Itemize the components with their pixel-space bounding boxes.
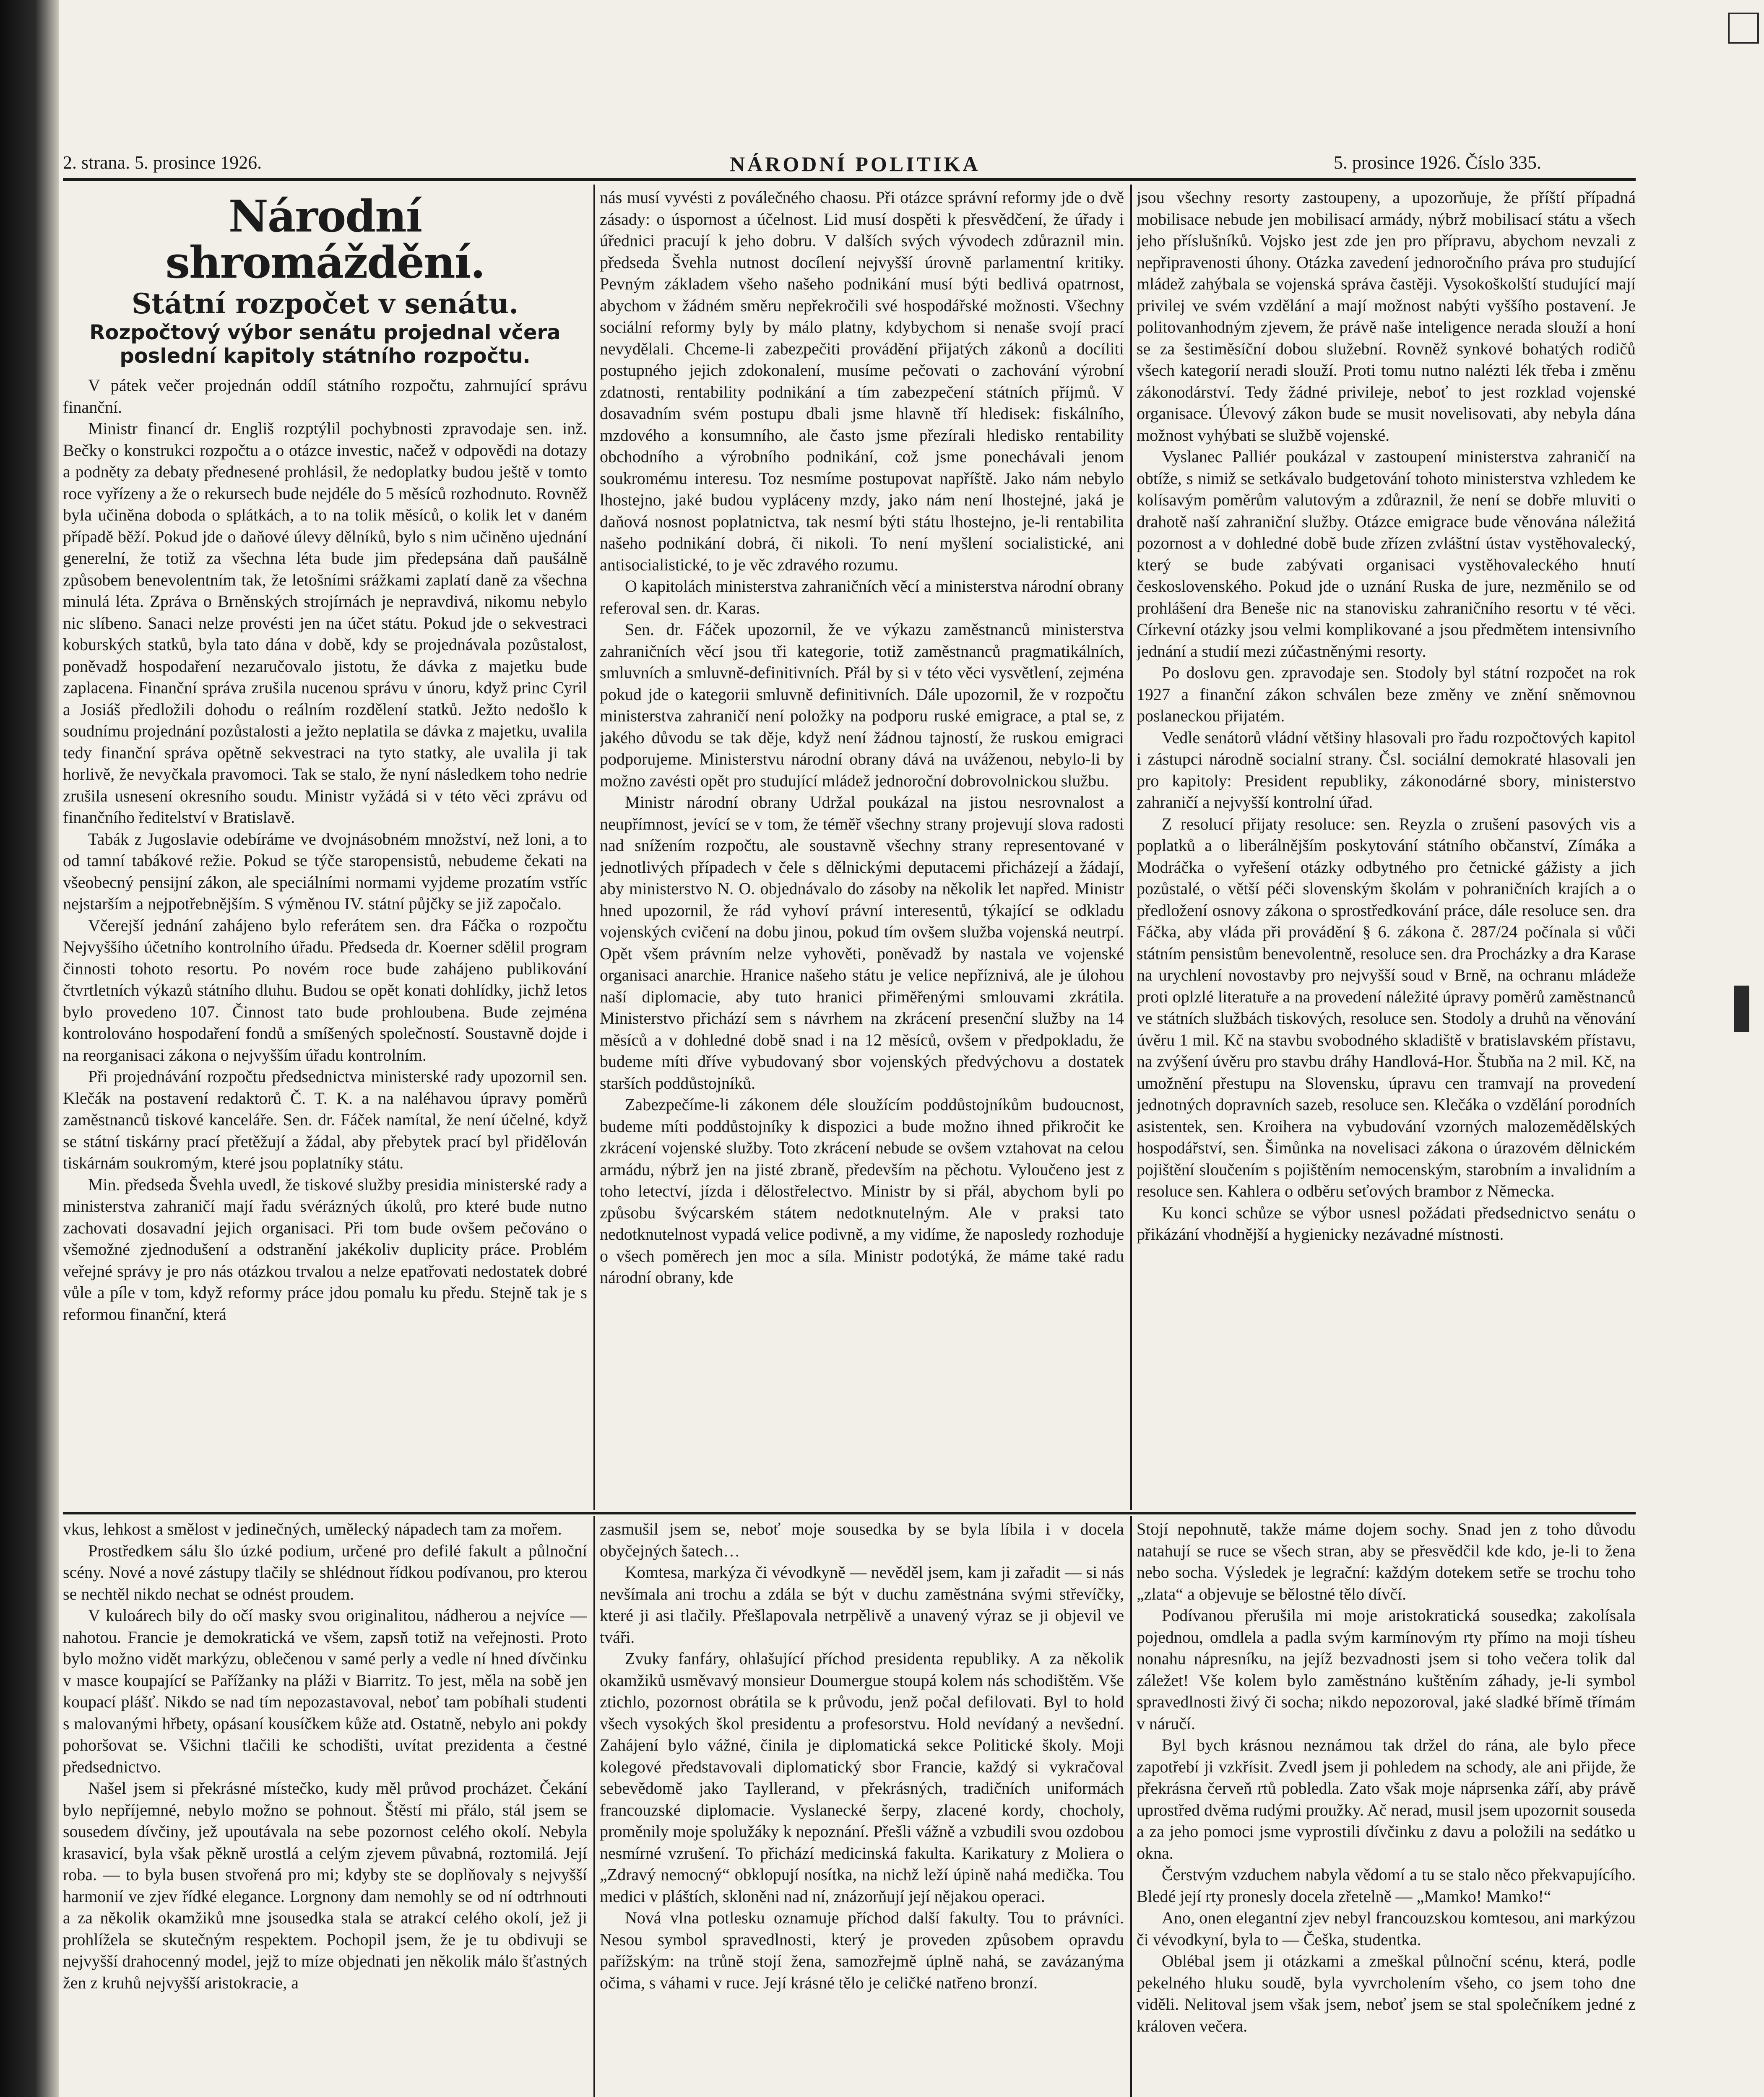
article-paragraph: Ministr národní obrany Udržal poukázal na jistou nesrovnalost a neupřímnost, jevící se v tom, že téměř všechny strany projevují slova radosti nad snížením rozpočtu, ale soustavně všechny strany representované v jednotlivých případech v čele s dělnickými deputacemi přicházejí a žádají, aby ministerstvo N. O. objednávalo do zásoby na několik let napřed. Ministr hned upozornil, že rád vyhoví právní interesentů, týkající se odkladu vojenských cvičení na dobu jinou, pokud tím ovšem služba vojenská neutrpí. Opět všem právním nelze vyhověti, poněvadž by nastala ve vojenské organisaci anarchie. Hranice našeho státu je velice nepříznivá, ale je úlohou naší diplomacie, aby tuto hranici přiměřenými smlouvami zkrátila. Ministerstvo přichází sem s návrhem na zkrácení presenční služby na 14 měsíců a v dohledné době snad i na 12 měsíců, ovšem v předpokladu, že budeme míti dříve vybudovaný sbor vojenských předvýchovu a dostatek starších poddůstojníků. xyxy=(600,793,1124,1093)
bottom-column-3 xyxy=(1137,1518,1636,2097)
article-paragraph: Vedle senátorů vládní většiny hlasovali pro řadu rozpočtových kapitol i zástupci národně socialní strany. Čsl. sociální demokraté hlasovali jen pro kapitoly: President republiky, zákonodárné sbory, ministerstvo zahraničí a nejvyšší kontrolní úřad. xyxy=(1137,728,1636,812)
article-paragraph: Ku konci schůze se výbor usnesl požádati předsednictvo senátu o přikázání vhodnější a hygienicky nezávadné místnosti. xyxy=(1137,1203,1636,1244)
headline-main: Národní shromáždění. xyxy=(165,190,485,288)
article-paragraph: Z resolucí přijaty resoluce: sen. Reyzla o zrušení pasových vis a poplatků a o liberálnějším poskytování státního občanství, Zímáka a Modráčka o vyřešení otázky odbytného pro četnické gážisty a jich pozůstalé, o větší péči slovenským školám v pohraničních krajích a o předložení osnovy zákona o sprostředkování práce, dále resoluce sen. dra Fáčka, aby vláda při provádění § 6. zákona č. 287/24 počínala si vůči státním pensistům benevolentně, resoluce sen. dra Procházky a dra Karase na urychlení novostavby pro nejvyšší soud v Brně, na ochranu mládeže proti oplzlé literatuře a na provedení náležité úpravy poměrů zaměstnanců ve státních službách tiskových, resoluce sen. Stodoly a druhů na věnování úvěru 1 mil. Kč na stavbu svobodného skladiště v bratislavském přístavu, na zvýšení úvěru pro stavbu dráhy Handlová-Hor. Štubňa na 2 mil. Kč, na umožnění přestupu na Slovensku, úpravu cen tramvají na provedení jednotných dopravních sazeb, resoluce sen. Klečáka o vzdělání porodních asistentek, sen. Kroihera na vybudování vzorných malozemědělských hospodářství, sen. Šimůnka na novelisaci zákona o úrazovém dělnickém pojištění sloučením s pojištěním nemocenským, starobním a invalidním a resoluce sen. Kahlera o odběru seťových brambor z Německa. xyxy=(1137,814,1636,1200)
feuilleton-paragraph: Podívanou přerušila mi moje aristokratická sousedka; zakolísala pojednou, omdlela a padla svým karmínovým rty přímo na moji tísheu nonahu nápresníku, na jejíž bezvadnosti jsem si toho večera tolik dal záležet! Vše kolem bylo zaměstnáno kuštěním záhady, je-li symbol spravedlnosti živý či socha; nikdo nepozoroval, jaké sladké břímě třímám v náručí. xyxy=(1137,1606,1636,1733)
page-header xyxy=(63,147,1636,176)
article-paragraph: jsou všechny resorty zastoupeny, a upozorňuje, že příští případná mobilisace nebude jen mobilisací armády, nýbrž mobilisací státu a všech jeho příslušníků. Vojsko jest zde jen pro přípravu, abychom nevzali z nepřipravenosti úhony. Otázka zavedení jednoročního práva pro studující mládež zahýbala se vojenská správa častěji. Vysokoškolští studující mají privilej ve svém vzdělání a mají možnost nabýti vyššího postavení. Je politovanhodným zjevem, že právě naše inteligence nerada slouží a honí se za šestiměsíční dobou služební. Rovněž synkové bohatých rodičů všech kategorií neradi slouží. Proti tomu nutno nalézti lék třeba i změnu zákonodárství. Tedy žádné privileje, neboť to jest rozklad vojenské organisace. Úlevový zákon bude se musit novelisovati, aby nebyla dána možnost vyhýbati se službě vojenské. xyxy=(1137,188,1636,445)
article-paragraph: Při projednávání rozpočtu předsednictva ministerské rady upozornil sen. Klečák na postavení redaktorů Č. T. K. a na naléhavou úpravy poměrů zaměstnanců tiskové kanceláře. Sen. dr. Fáček namítal, že není účelné, když se státní tiskárny prací přetěžují a žádal, aby přebytek prací byl přidělován tiskárnám soukromým, které jsou poplatníky státu. xyxy=(63,1067,587,1172)
article-paragraph: O kapitolách ministerstva zahraničních věcí a ministerstva národní obrany referoval sen. dr. Karas. xyxy=(600,577,1124,617)
article-paragraph: Min. předseda Švehla uvedl, že tiskové služby presidia ministerské rady a ministerstva zahraničí mají řadu svérázných úkolů, pro které bude nutno zachovati dosavadní jejich organisaci. Při tom bude ovšem pečováno o všemožné zjednodušení a odstranění jakékoliv duplicity práce. Problém veřejné správy je pro nás otázkou trvalou a nelze epatřovati nedostatek dobré vůle a píle v tom, když reformy práce jdou pomalu ku předu. Stejně tak je s reformou finanční, která xyxy=(63,1175,587,1324)
feuilleton-paragraph: zasmušil jsem se, neboť moje sousedka by se byla líbila i v docela obyčejných šatech… xyxy=(600,1519,1124,1560)
feuilleton-paragraph: Komtesa, markýza či vévodkyně — nevěděl jsem, kam ji zařadit — si nás nevšímala ani trochu a zdála se být v duchu zaměstnána svými střevíčky, které ji asi tlačily. Přešlapovala netrpělivě a unavený výraz se ji objevil ve tváři. xyxy=(600,1563,1124,1647)
feuilleton-paragraph: Byl bych krásnou neznámou tak držel do rána, ale bylo přece zapotřebí ji vzkřísit. Zvedl jsem ji pohledem na schody, ale ani přijde, že překrásna červeň rtů pobledla. Zato však moje náprsenka září, aby právě uprostřed dvěma rudými proužky. Ač nerad, musil jsem upozornit souseda a za jeho pomoci jsme vyprostili dívčinku z davu a položili na sedátko u okna. xyxy=(1137,1735,1636,1863)
header-masthead: NÁRODNÍ POLITIKA xyxy=(730,152,981,176)
article-paragraph: Sen. dr. Fáček upozornil, že ve výkazu zaměstnanců ministerstva zahraničních věcí jsou tři kategorie, totiž zaměstnanců pragmatikálních, smluvních a smluvně-definitivních. Přál by si v této věci vysvětlení, zejména pokud jde o kategorii smluvně definitivních. Dále upozornil, že v rozpočtu ministerstva zahraničí není položky na podporu ruské emigrace, a ptal se, z jakého důvodu se tak děje, když není žádnou tajností, že ruskou emigraci podporujeme. Ministerstvu národní obrany dává na uváženou, nebylo-li by možno zavésti opět pro studující mládež jednoroční dobrovolnickou službu. xyxy=(600,620,1124,790)
header-issue-number: 5. prosince 1926. Číslo 335. xyxy=(1334,152,1541,173)
article-paragraph: nás musí vyvésti z poválečného chaosu. Při otázce správní reformy jde o dvě zásady: o úspornost a účelnost. Lid musí dospěti k přesvědčení, že úřady i úřednici pracují k jeho dobru. V dalších svých vývodech zdůraznil min. předseda Švehla nutnost docílení nejvyšší úrovně parlamentní kritiky. Pevným základem všeho našeho podnikání musí býti bedlivá opatrnost, abychom v žádném směru nepřekročili své hospodářské možnosti. Všechny sociální reformy byly by málo platny, kdybychom si nenaše svojí prací nevydělali. Chceme-li zabezpečiti provádění přijatých zákonů a docíliti postupného jejich zdokonalení, musíme pečovati o zachování výrobní zdatnosti, rentability podnikání a tím zabezpečení státních příjmů. V dosavadním svém postupu dbali jsme hlavně tří hledisek: fiskálního, mzdového a konsumního, ale často jsme přezírali hledisko rentability obchodního a výrobního podnikání, což jsme ponechávali jenom soukromému interesu. Toz nesmíme postupovat napříště. Jako nám nebylo lhostejno, jaké budou vypláceny mzdy, jako nám není lhostejné, jaká je daňová nosnost poplatnictva, tak nesmí býti státu lhostejno, je-li rentabilita našeho podnikání dobrá, či nikoli. To není myšlení socialistické, ani antisocialistické, to je věc zdravého rozumu. xyxy=(600,188,1124,574)
article-paragraph: Po doslovu gen. zpravodaje sen. Stodoly byl státní rozpočet na rok 1927 a finanční zákon schválen beze změny ve znění sněmovnou poslaneckou přijatém. xyxy=(1137,663,1636,725)
article-paragraph: Zabezpečíme-li zákonem déle sloužícím poddůstojníkům budoucnost, budeme míti poddůstojníky k dispozici a bude možno ihned přikročit ke zkrácení vojenské služby. Toto zkrácení nebude se ovšem vztahovat na celou armádu, nýbrž jen na jisté zbraně, především na pěchotu. Vyloučeno jest z toho letectví, jízda i dělostřelectvo. Ministr by si přál, abychom byli po způsobu švýcarském státem nedotknutelným. Ale v praksi tato nedotknutelnost vypadá velice podivně, a my vidíme, že naposledy rozhoduje o všech poměrech jen moc a síla. Ministr podotýká, že máme také radu národní obrany, kde xyxy=(600,1095,1124,1287)
bottom-column-2 xyxy=(600,1518,1124,2097)
top-column-1 xyxy=(63,187,587,1508)
article-paragraph: Vyslanec Palliér poukázal v zastoupení ministerstva zahraničí na obtíže, s nimiž se setkávalo budgetování tohoto ministerstva vzhledem ke kolísavým poměrům valutovým a zdůraznil, že není se dobře mluviti o drahotě naší zahraniční služby. Otázce emigrace bude věnována náležitá pozornost a v dohledné době bude zřízen zvláštní ústav vystěhovalecký, který se bude zabývati organisaci vystěhovaleckého hnutí československého. Pokud jde o uznání Ruska de jure, nezměnilo se od prohlášení dra Beneše nic na stanovisku zahraničního resortu v té věci. Církevní otázky jsou velmi komplikované a jsou předmětem intensivního jednání a studií mezi zúčastněnými resorty. xyxy=(1137,447,1636,661)
top-column-2 xyxy=(600,187,1124,1508)
feuilleton-paragraph: Zvuky fanfáry, ohlašující příchod presidenta republiky. A za několik okamžiků usměvavý monsieur Doumergue stoupá kolem nás schodištěm. Vše ztichlo, pozornost obrátila se k průvodu, jenž počal defilovati. Byl to hold všech vysokých škol presidentu a profesorstvu. Hold nevídaný a nevšední. Zahájení bylo vážné, činila je diplomatická sekce Politické školy. Moji kolegové představovali diplomatický sbor Francie, každý si vykračoval sebevědomě jako Tayllerand, v překrásných, tradičních uniformách francouzské diplomacie. Vyslanecké šerpy, zlacené kordy, chocholy, proměnily moje spolužáky k nepoznání. Přešli vážně a vzbudili svou ozdobou nesmírné vzrušení. To přichází medicinská fakulta. Karikatury z Moliera o „Zdravý nemocný“ obklopují nosítka, na nichž leží úpině nahá medička. Tou medici v pláštích, skloněni nad ní, znázorňují její nějakou operaci. xyxy=(600,1649,1124,1906)
margin-mark xyxy=(1734,986,1749,1032)
feuilleton-paragraph: Nová vlna potlesku oznamuje příchod další fakulty. Tou to právníci. Nesou symbol spravedlnosti, který je proveden způsobem opravdu pařížským: na trůně stojí žena, samozřejmě úplně nahá, se zavázanýma očima, s váhami v ruce. Její krásné tělo je celičké natřeno bronzí. xyxy=(600,1908,1124,1992)
feuilleton-paragraph: Stojí nepohnutě, takže máme dojem sochy. Snad jen z toho důvodu natahují se ruce se všech stran, aby se přesvědčil kde kdo, je-li to žena nebo socha. Výsledek je legrační: každým dotekem setře se trochu toho „zlata“ a objevuje se bělostné tělo dívčí. xyxy=(1137,1519,1636,1603)
column-divider xyxy=(1130,1516,1132,2097)
column-divider xyxy=(593,1516,595,2097)
feuilleton-paragraph: Našel jsem si překrásné místečko, kudy měl průvod procházet. Čekání bylo nepříjemné, nebylo možno se pohnout. Štěstí mi přálo, stál jsem se sousedem dívčiny, jež upoutávala na sebe pozornost celého okolí. Nebyla krasavicí, byla však pěkně urostlá a celým zjevem půvabná, roztomilá. Její roba. — to byla busen stvořená pro mi; kdyby ste se doplňovaly s nejvyšší harmonií ve zjev řídké elegance. Lorgnony dam nemohly se od ní odtrhnouti a za několik okamžiků mne jsousedka stala se atrakcí celého okolí, jež ji prohlížela se skutečným respektem. Pochopil jsem, že je tu obdivuji se nejvyšší drahocenný model, jejž to míze objednati jen několik málo šťastných žen z kruhů nejvyšší aristokracie, a xyxy=(63,1779,587,1992)
feuilleton-paragraph: Čerstvým vzduchem nabyla vědomí a tu se stalo něco překvapujícího. Bledé její rty pronesly docela zřetelně — „Mamko! Mamko!“ xyxy=(1137,1865,1636,1906)
headline-deck: Rozpočtový výbor senátu projednal včera poslední kapitoly státního rozpočtu. xyxy=(89,321,561,368)
column-divider xyxy=(1130,185,1132,1510)
bottom-column-1 xyxy=(63,1518,587,2097)
feuilleton-paragraph: Ano, onen elegantní zjev nebyl francouzskou komtesou, ani markýzou či vévodkyní, byla to — Češka, studentka. xyxy=(1137,1908,1636,1949)
headline-sub: Státní rozpočet v senátu. xyxy=(131,287,519,320)
feuilleton-paragraph: V kuloárech bily do očí masky svou originalitou, nádherou a nejvíce — nahotou. Francie je demokratická ve všem, zapsň totiž na veřejnosti. Proto bylo možno vidět markýzu, oblečenou v samé perly a vedle ní hned dívčinku v masce koupající se Pařížanky na pláži v Biarritz. To jest, měla na sobě jen koupací plášť. Nikdo se nad tím nepozastavoval, neboť tam pobíhali studenti s malovanými hřbety, opásaní kousíčkem kůže atd. Ostatně, nebylo ani pokdy pohoršovat se. Všichni tlačili ke schodišti, uvítat prezidenta a čestné předsednictvo. xyxy=(63,1606,587,1776)
article-paragraph: Ministr financí dr. Engliš rozptýlil pochybnosti zpravodaje sen. inž. Bečky o konstrukci rozpočtu a o otázce investic, načež v odpovědi na dotazy a podněty za debaty přednesené prohlásil, že nedoplatky budou ještě v tomto roce vyřízeny a že o rekursech bude nejdéle do 5 měsíců rozhodnuto. Rovněž byla učiněna doboda o splátkách, a to na tolik měsíců, o kolik let v daném případě běží. Pokud jde o daňové úlevy dělníků, bylo s nim učiněno ujednání generelní, že totiž za všechna léta bude jim předepsána daň paušálně způsobem benevolentním tak, že letošními srážkami zaplatí daně za všechna minulá léta. Zpráva o Brněnských strojírnách je nepravdivá, nikomu nebylo nic slíbeno. Sanaci nelze provésti jen na účet státu. Pokud jde o sekvestraci koburských statků, byla tato dána v době, kdy se projednávala pozůstalost, poněvadž hospodaření nezaručovalo jistotu, že dávka z majetku bude zaplacena. Finanční správa zrušila nucenou správu v únoru, když princ Cyril a Josiáš předložili dohodu o reálním rozdělení statků. Ježto nedošlo k soudnímu projednání pozůstalosti a ježto neplatila se dávka z majetku, uvalila tedy finanční správa opětně sekvestraci na tyto statky, ale uvalila ji tak horlivě, že nevyčkala pravomoci. Tak se stalo, že nyní následkem toho nedrie zrušila usnesení okresního soudu. Ministr vyžádá si v této věci zprávu od finančního ředitelství v Bratislavě. xyxy=(63,419,587,827)
article-paragraph: V pátek večer projednán oddíl státního rozpočtu, zahrnující správu finanční. xyxy=(63,376,587,416)
corner-mark xyxy=(1728,13,1759,44)
header-page-date: 2. strana. 5. prosince 1926. xyxy=(63,152,262,173)
scan-edge-shadow xyxy=(0,0,59,2097)
top-column-3 xyxy=(1137,187,1636,1508)
section-rule xyxy=(63,1512,1636,1514)
header-rule xyxy=(63,178,1636,181)
article-paragraph: Tabák z Jugoslavie odebíráme ve dvojnásobném množství, než loni, a to od tamní tabákové režie. Pokud se týče staropensistů, nebudeme čekati na všeobecný pensijní zákon, ale speciálními normami vyjdeme prozatím vstříc nejstarším a nejpotřebnějším. S výměnou IV. státní půjčky se již započalo. xyxy=(63,829,587,913)
feuilleton-paragraph: Prostředkem sálu šlo úzké podium, určené pro defilé fakult a půlnoční scény. Nové a nové zástupy tlačily se shlédnout řídkou podívanou, pro kterou se nechtěl nikdo nechat se odnést proudem. xyxy=(63,1541,587,1603)
feuilleton-paragraph: Oblébal jsem ji otázkami a zmeškal půlnoční scénu, která, podle pekelného hluku soudě, byla vyvrcholením všeho, co jsem toho dne viděli. Nelitoval jsem však jsem, neboť jsem se stal společníkem jedné z královen večera. xyxy=(1137,1951,1636,2035)
feuilleton-paragraph: vkus, lehkost a smělost v jedinečných, umělecký nápadech tam za mořem. xyxy=(63,1519,562,1538)
article-paragraph: Včerejší jednání zahájeno bylo referátem sen. dra Fáčka o rozpočtu Nejvyššího účetního kontrolního úřadu. Předseda dr. Koerner sdělil program činnosti tohoto resortu. Po novém roce bude zahájeno publikování čtvrtletních výkazů státního dluhu. Budou se opět konati dohlídky, jichž letos bylo provedeno 107. Činnost tato bude prohloubena. Bude zejména kontrolováno hospodaření fondů a smíšených společností. Soustavně dojde i na reorganisaci zákona o nejvyšším úřadu kontrolním. xyxy=(63,916,587,1064)
column-divider xyxy=(593,185,595,1510)
